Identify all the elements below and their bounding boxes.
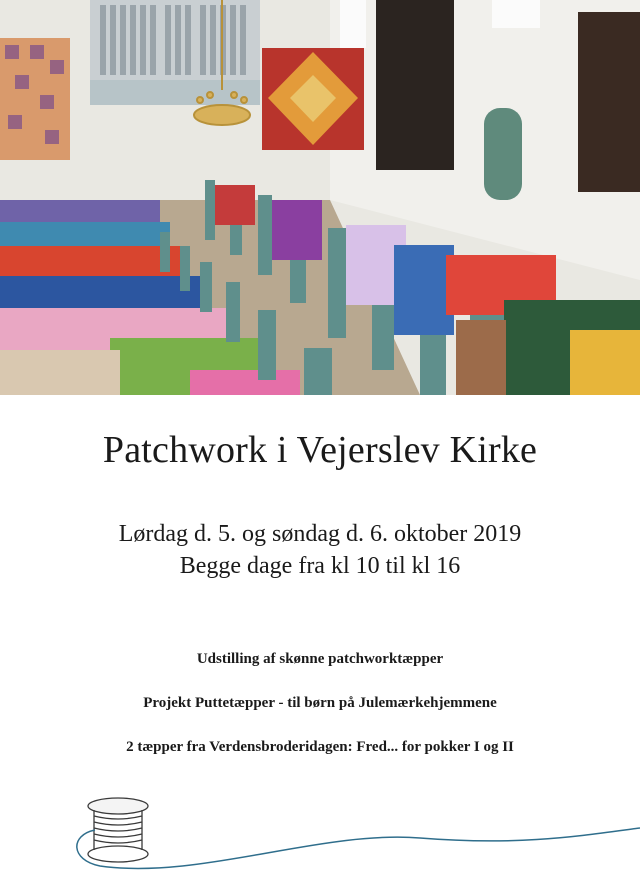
exhibition-item: 2 tæpper fra Verdensbroderidagen: Fred... for pokker I og II xyxy=(126,739,514,755)
event-dates xyxy=(0,518,640,582)
thread-spool-illustration xyxy=(0,790,640,885)
exhibition-items xyxy=(0,648,640,780)
poster-title: Patchwork i Vejerslev Kirke xyxy=(102,429,538,471)
exhibition-item: Projekt Puttetæpper - til børn på Julemærkehjemmene xyxy=(143,695,497,711)
exhibition-item: Udstilling af skønne patchworktæpper xyxy=(196,651,444,667)
date-line: Lørdag d. 5. og søndag d. 6. oktober 2019 xyxy=(118,521,522,547)
time-line: Begge dage fra kl 10 til kl 16 xyxy=(179,553,461,579)
church-interior-photo xyxy=(0,0,640,395)
